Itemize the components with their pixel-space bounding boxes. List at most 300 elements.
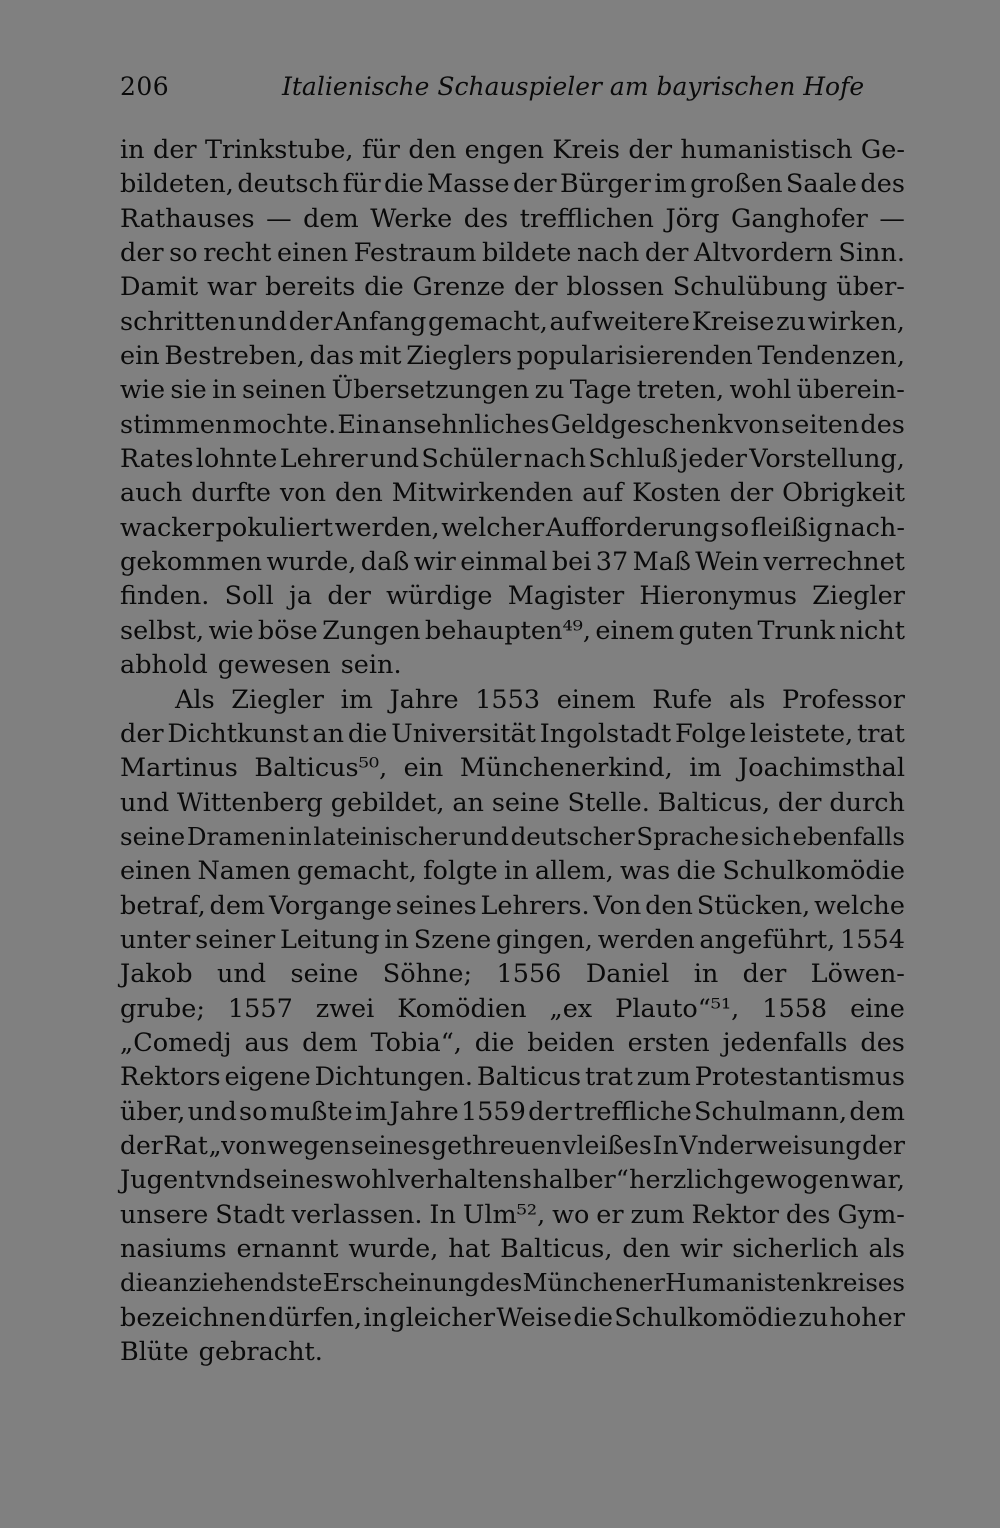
word: abhold [120, 650, 208, 681]
word: seiner [195, 924, 276, 955]
word: stimmen [120, 409, 232, 440]
word: Martinus [120, 753, 238, 784]
word: Jahre [389, 1096, 459, 1127]
word: pokuliert [215, 512, 333, 543]
word: Schüler [421, 444, 522, 475]
word: Als [175, 684, 215, 715]
word: Plauto“⁵¹, [615, 993, 740, 1024]
word: lateinischer [313, 821, 460, 851]
word: angeführt, [699, 924, 836, 955]
word: in [212, 375, 237, 406]
word: er [596, 1199, 624, 1230]
word: dem [849, 1096, 905, 1127]
word: wacker [120, 512, 215, 543]
word: Vorstellung, [749, 444, 905, 475]
word: Geldgeschenk [550, 409, 733, 440]
word: zum [636, 1062, 691, 1093]
word: seine [290, 959, 359, 990]
word: Ziegler [812, 581, 905, 612]
word: einem [595, 615, 675, 646]
word: ernannt [236, 1234, 339, 1264]
word: allem, [534, 856, 614, 887]
page-header [120, 72, 910, 112]
word: ersten [627, 1027, 710, 1058]
word: Schulübung [672, 272, 828, 303]
word: 1553 [475, 684, 541, 715]
word: im [354, 1096, 388, 1127]
word: jeder [680, 444, 747, 475]
text-line [120, 1026, 905, 1060]
word: Kreis [552, 135, 620, 165]
word: Stadt [215, 1199, 285, 1230]
word: Jahre [389, 684, 459, 715]
word: Soll [224, 581, 274, 612]
word: Jakob [120, 959, 193, 990]
word: einmal [460, 547, 548, 578]
word: Schulkomödie [722, 856, 905, 887]
word: grube; [120, 993, 205, 1024]
word: unter [120, 924, 191, 955]
word: der [120, 238, 164, 269]
word: Rektor [691, 1199, 779, 1230]
word: Von [593, 890, 642, 921]
word: Anfang [334, 306, 427, 337]
word: Rufe [652, 684, 713, 715]
word: so [169, 238, 198, 269]
word: folgte [423, 856, 498, 887]
word: Schluß [588, 444, 679, 475]
word: die [676, 856, 717, 887]
word: zwei [315, 993, 375, 1024]
word: böse [257, 615, 318, 646]
word: Löwen- [810, 959, 905, 990]
word: in [288, 821, 312, 851]
word: halber“ [532, 1165, 629, 1196]
word: Sprache [636, 821, 740, 851]
text-line [120, 957, 905, 991]
word: wie [120, 375, 166, 406]
word: recht [203, 238, 272, 269]
word: 1559 [460, 1096, 526, 1127]
word: Vnderweisung [679, 1130, 862, 1160]
word: der [120, 718, 164, 749]
word: Leitung [279, 924, 380, 955]
word: was [620, 856, 671, 887]
word: wie [208, 615, 254, 646]
text-line [120, 889, 905, 923]
word: Zungen [322, 615, 421, 646]
word: die [474, 1027, 515, 1058]
word: im [689, 753, 722, 784]
word: die [384, 169, 424, 200]
text-line [120, 1232, 905, 1266]
word: Dichtungen. [314, 1062, 473, 1093]
text-line [120, 545, 905, 579]
text-line [120, 133, 905, 167]
text-line [120, 992, 905, 1026]
word: in [384, 924, 409, 955]
word: ebenfalls [792, 821, 905, 851]
word: dem [302, 1027, 358, 1058]
word: in [693, 959, 719, 990]
word: bei [551, 547, 592, 578]
word: an [452, 787, 484, 818]
word: würdige [386, 581, 493, 612]
body-text [120, 133, 905, 1369]
word: einem [556, 684, 636, 715]
word: treffliche [573, 1096, 692, 1127]
word: und [237, 306, 288, 337]
word: des [785, 1199, 831, 1230]
word: behaupten⁴⁹, [424, 615, 591, 646]
word: Kosten [632, 478, 721, 509]
word: Sinn. [838, 238, 905, 269]
word: für [342, 169, 381, 200]
word: Rathauses [120, 203, 255, 234]
word: Maß [632, 547, 691, 578]
word: Münchenerkind, [459, 753, 673, 784]
word: gemacht, [427, 306, 548, 337]
word: dürfen, [268, 1302, 363, 1333]
word: Lehrers. [480, 890, 590, 921]
word: Ziegler [231, 684, 324, 715]
word: Festraum [353, 238, 477, 269]
word: in [363, 1302, 389, 1333]
word: so [720, 512, 750, 543]
word: Magister [507, 581, 625, 612]
word: gewogen [733, 1165, 851, 1196]
word: Damit [120, 272, 199, 303]
word: nach [576, 238, 640, 269]
word: herzlich [629, 1165, 734, 1196]
word: an [312, 718, 345, 749]
word: der [528, 1096, 572, 1127]
text-line [120, 579, 905, 613]
word: und [120, 787, 170, 818]
word: Kreise [691, 306, 775, 337]
word: der [327, 581, 371, 612]
word: Schulmann, [693, 1096, 848, 1127]
text-line [120, 408, 905, 442]
word: auf [549, 306, 591, 337]
word: den [408, 135, 457, 165]
word: eigene [224, 1062, 311, 1093]
word: Söhne; [382, 959, 473, 990]
word: jedenfalls [722, 1027, 848, 1058]
text-line [120, 202, 905, 236]
word: Stücken, [696, 890, 811, 921]
word: zu [776, 306, 806, 337]
word: werden [597, 924, 695, 955]
word: welche [814, 890, 905, 921]
word: im [654, 169, 687, 200]
word: in [504, 856, 529, 887]
word: Protestantismus [694, 1062, 905, 1093]
word: den [622, 1234, 671, 1264]
word: gemacht, [296, 856, 417, 887]
word: trat [585, 1062, 633, 1093]
word: Namen [197, 856, 291, 887]
word: zum [630, 1199, 685, 1230]
text-line [120, 167, 905, 201]
word: gebracht. [198, 1337, 323, 1368]
word: trat [857, 718, 905, 749]
text-line [120, 1335, 905, 1369]
word: war, [850, 1165, 905, 1196]
word: der [513, 272, 558, 303]
word: seinen [242, 375, 327, 406]
word: Ingolstadt [539, 718, 672, 749]
word: betraf, [120, 890, 206, 921]
word: Dichtkunst [167, 718, 309, 749]
word: Masse [427, 169, 510, 200]
word: „ex [549, 993, 593, 1024]
word: Stelle. [567, 787, 650, 818]
text-line [120, 820, 905, 854]
word: popularisierenden [516, 341, 753, 372]
word: seines [252, 1165, 334, 1196]
word: Trinkstube, [205, 135, 354, 165]
word: Bestreben, [164, 341, 305, 372]
word: einen [120, 856, 192, 887]
word: dem [303, 203, 359, 234]
word: Professor [781, 684, 905, 715]
word: für [361, 135, 400, 165]
text-line [120, 923, 905, 957]
word: sein. [340, 650, 402, 681]
text-line [120, 1095, 905, 1129]
word: wegen [267, 1130, 351, 1160]
text-line [120, 854, 905, 888]
text-line [120, 1301, 905, 1335]
word: werden, [334, 512, 440, 543]
word: lohnte [195, 444, 278, 475]
word: Saale [785, 169, 858, 200]
word: großen [690, 169, 783, 200]
word: im [340, 684, 373, 715]
word: ja [288, 581, 313, 612]
word: „von [208, 1130, 267, 1160]
word: überein- [796, 375, 905, 406]
word: nicht [839, 615, 905, 646]
word: Obrigkeit [782, 478, 905, 509]
word: Mitwirkenden [391, 478, 574, 509]
word: wirken, [807, 306, 905, 337]
word: Aufforderung [545, 512, 720, 543]
word: in [120, 135, 145, 165]
word: Dramen [186, 821, 287, 851]
word: Jörg [665, 203, 720, 234]
word: zu [534, 375, 565, 406]
word: Erscheinung [322, 1268, 480, 1298]
word: Rat [163, 1130, 208, 1160]
word: Altvordern [694, 238, 833, 269]
word: wurde, [266, 547, 357, 578]
word: so [239, 1096, 268, 1127]
word: von [733, 409, 781, 440]
word: guten [678, 615, 754, 646]
word: die [347, 718, 388, 749]
word: durfte [191, 478, 271, 509]
text-line [120, 442, 905, 476]
word: sicherlich [732, 1234, 859, 1264]
word: Ulm⁵², [462, 1199, 546, 1230]
word: mit [358, 341, 402, 372]
text-line [120, 511, 905, 545]
word: aus [244, 1027, 290, 1058]
word: beiden [527, 1027, 615, 1058]
word: 37 [595, 547, 629, 578]
word: seine [491, 787, 560, 818]
word: deutscher [510, 821, 635, 851]
word: welcher [441, 512, 545, 543]
word: als [728, 684, 766, 715]
word: gekommen [120, 547, 263, 578]
word: des [479, 1268, 523, 1298]
word: einen [276, 238, 349, 269]
word: 1557 [227, 993, 293, 1024]
word: Lehrer [279, 444, 368, 475]
word: hat [448, 1234, 491, 1264]
word: ansehnliches [381, 409, 550, 440]
word: seiten [781, 409, 860, 440]
word: fleißig [750, 512, 833, 543]
word: Balticus⁵⁰, [254, 753, 388, 784]
word: nach- [834, 512, 905, 543]
word: Joachimsthal [738, 753, 905, 784]
word: Trunk [757, 615, 836, 646]
word: eine [850, 993, 905, 1024]
text-line [120, 1060, 905, 1094]
word: gleicher [389, 1302, 496, 1333]
word: über- [836, 272, 905, 303]
word: — [879, 203, 905, 234]
word: Grenze [412, 272, 506, 303]
word: den [334, 478, 383, 509]
word: die [364, 272, 404, 303]
word: blossen [566, 272, 664, 303]
word: Schulkomödie [614, 1302, 797, 1333]
word: deutsch [237, 169, 340, 200]
word: Bürger [559, 169, 651, 200]
word: Übersetzungen [331, 375, 530, 406]
word: Jugent [120, 1165, 205, 1196]
word: wo [552, 1199, 590, 1230]
word: trefflichen [519, 203, 654, 234]
word: nach [523, 444, 587, 475]
word: die [573, 1302, 613, 1333]
word: und [216, 959, 267, 990]
word: Gym- [837, 1199, 905, 1230]
word: Weise [496, 1302, 572, 1333]
text-line [120, 339, 905, 373]
word: der [120, 1130, 163, 1160]
word: dem [209, 890, 266, 921]
word: Humanistenkreises [665, 1268, 905, 1298]
word: Vorgange [268, 890, 392, 921]
word: auf [582, 478, 624, 509]
text-line [120, 305, 905, 339]
word: seines [395, 890, 477, 921]
word: 1556 [496, 959, 562, 990]
word: bereits [265, 272, 356, 303]
page-number: 206 [120, 72, 170, 101]
word: der [644, 238, 689, 269]
word: Münchener [522, 1268, 666, 1298]
word: verrechnet [763, 547, 905, 578]
word: wohl [729, 375, 792, 406]
text-line [120, 786, 905, 820]
text-line [120, 270, 905, 304]
word: mochte. [232, 409, 337, 440]
word: Rates [120, 444, 194, 475]
word: Balticus, [657, 787, 771, 818]
word: wurde, [348, 1234, 439, 1264]
word: daß [360, 547, 410, 578]
word: Hieronymus [639, 581, 797, 612]
text-line [120, 751, 905, 785]
word: engen [464, 135, 545, 165]
running-title: Italienische Schauspieler am bayrischen Hofe [282, 72, 865, 101]
word: des [860, 1027, 905, 1058]
word: der [777, 787, 822, 818]
word: Zieglers [406, 341, 513, 372]
word: der [512, 169, 557, 200]
word: gethreuen [431, 1130, 562, 1160]
word: Daniel [585, 959, 670, 990]
word: vnd [205, 1165, 253, 1196]
word: bildeten, [120, 169, 234, 200]
text-line [120, 648, 905, 682]
word: Szene [413, 924, 492, 955]
word: schritten [120, 306, 237, 337]
word: selbst, [120, 615, 205, 646]
text-line [120, 476, 905, 510]
word: treten, [636, 375, 725, 406]
word: wir [680, 1234, 723, 1264]
word: des [860, 409, 905, 440]
text-line [120, 1129, 905, 1163]
text-line [120, 1163, 905, 1197]
word: humanistisch [680, 135, 853, 165]
word: und [461, 821, 509, 851]
text-line [120, 614, 905, 648]
word: gewesen [217, 650, 331, 681]
word: seines [351, 1130, 431, 1160]
word: der [288, 306, 333, 337]
word: Tage [569, 375, 632, 406]
text-line [120, 1198, 905, 1232]
word: Komödien [397, 993, 527, 1024]
word: Wittenberg [177, 787, 323, 818]
text-line [120, 236, 905, 270]
word: 1554 [840, 924, 905, 955]
word: Balticus, [500, 1234, 613, 1264]
word: — [266, 203, 292, 234]
word: als [868, 1234, 905, 1264]
text-line [120, 717, 905, 751]
word: Wein [695, 547, 760, 578]
word: sie [170, 375, 207, 406]
word: wir [413, 547, 456, 578]
word: verlassen. [291, 1199, 423, 1230]
word: ein [120, 341, 160, 372]
word: ein [403, 753, 444, 784]
word: der [153, 135, 197, 165]
word: sich [740, 821, 791, 851]
word: seine [120, 821, 186, 851]
word: des [463, 203, 509, 234]
